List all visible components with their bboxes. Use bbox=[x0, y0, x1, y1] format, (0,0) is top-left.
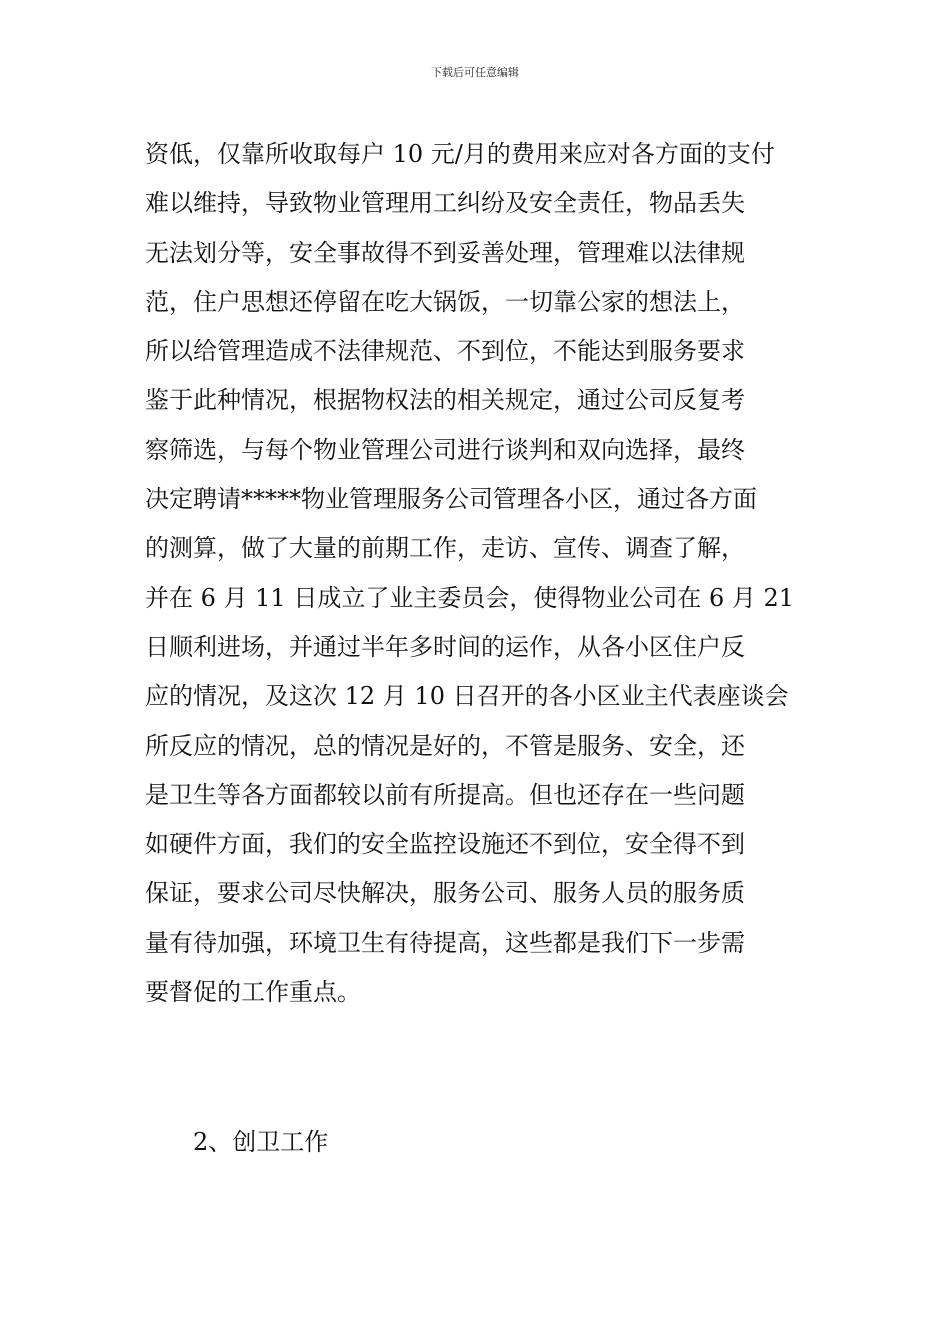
paragraph-line: 如硬件方面，我们的安全监控设施还不到位，安全得不到 bbox=[145, 830, 745, 859]
paragraph-line: 范，住户思想还停留在吃大锅饭，一切靠公家的想法上， bbox=[145, 287, 745, 316]
paragraph-line: 决定聘请*****物业管理服务公司管理各小区，通过各方面 bbox=[145, 485, 757, 514]
paragraph-line: 日顺利进场，并通过半年多时间的运作，从各小区住户反 bbox=[145, 632, 745, 661]
paragraph-line: 难以维持，导致物业管理用工纠纷及安全责任，物品丢失 bbox=[145, 189, 745, 218]
paragraph-line: 是卫生等各方面都较以前有所提高。但也还存在一些问题 bbox=[145, 780, 745, 809]
paragraph-line: 应的情况，及这次 12 月 10 日召开的各小区业主代表座谈会 bbox=[145, 682, 789, 711]
paragraph-line: 保证，要求公司尽快解决，服务公司、服务人员的服务质 bbox=[145, 879, 745, 908]
section-heading: 2、创卫工作 bbox=[193, 1128, 329, 1156]
paragraph-line: 要督促的工作重点。 bbox=[145, 978, 361, 1007]
paragraph-line: 察筛选，与每个物业管理公司进行谈判和双向选择，最终 bbox=[145, 435, 745, 464]
paragraph-line: 并在 6 月 11 日成立了业主委员会，使得物业公司在 6 月 21 bbox=[145, 583, 795, 612]
paragraph-line: 所反应的情况，总的情况是好的，不管是服务、安全，还 bbox=[145, 731, 745, 760]
paragraph-line: 量有待加强，环境卫生有待提高，这些都是我们下一步需 bbox=[145, 928, 745, 957]
paragraph-line: 鉴于此种情况，根据物权法的相关规定，通过公司反复考 bbox=[145, 386, 745, 415]
paragraph-line: 的测算，做了大量的前期工作，走访、宣传、调查了解， bbox=[145, 534, 745, 563]
paragraph-line: 所以给管理造成不法律规范、不到位，不能达到服务要求 bbox=[145, 337, 745, 366]
paragraph-line: 无法划分等，安全事故得不到妥善处理，管理难以法律规 bbox=[145, 238, 745, 267]
paragraph-line: 资低，仅靠所收取每户 10 元/月的费用来应对各方面的支付 bbox=[145, 140, 775, 168]
body-paragraph bbox=[145, 130, 810, 1017]
page-header: 下载后可任意编辑 bbox=[431, 66, 519, 79]
